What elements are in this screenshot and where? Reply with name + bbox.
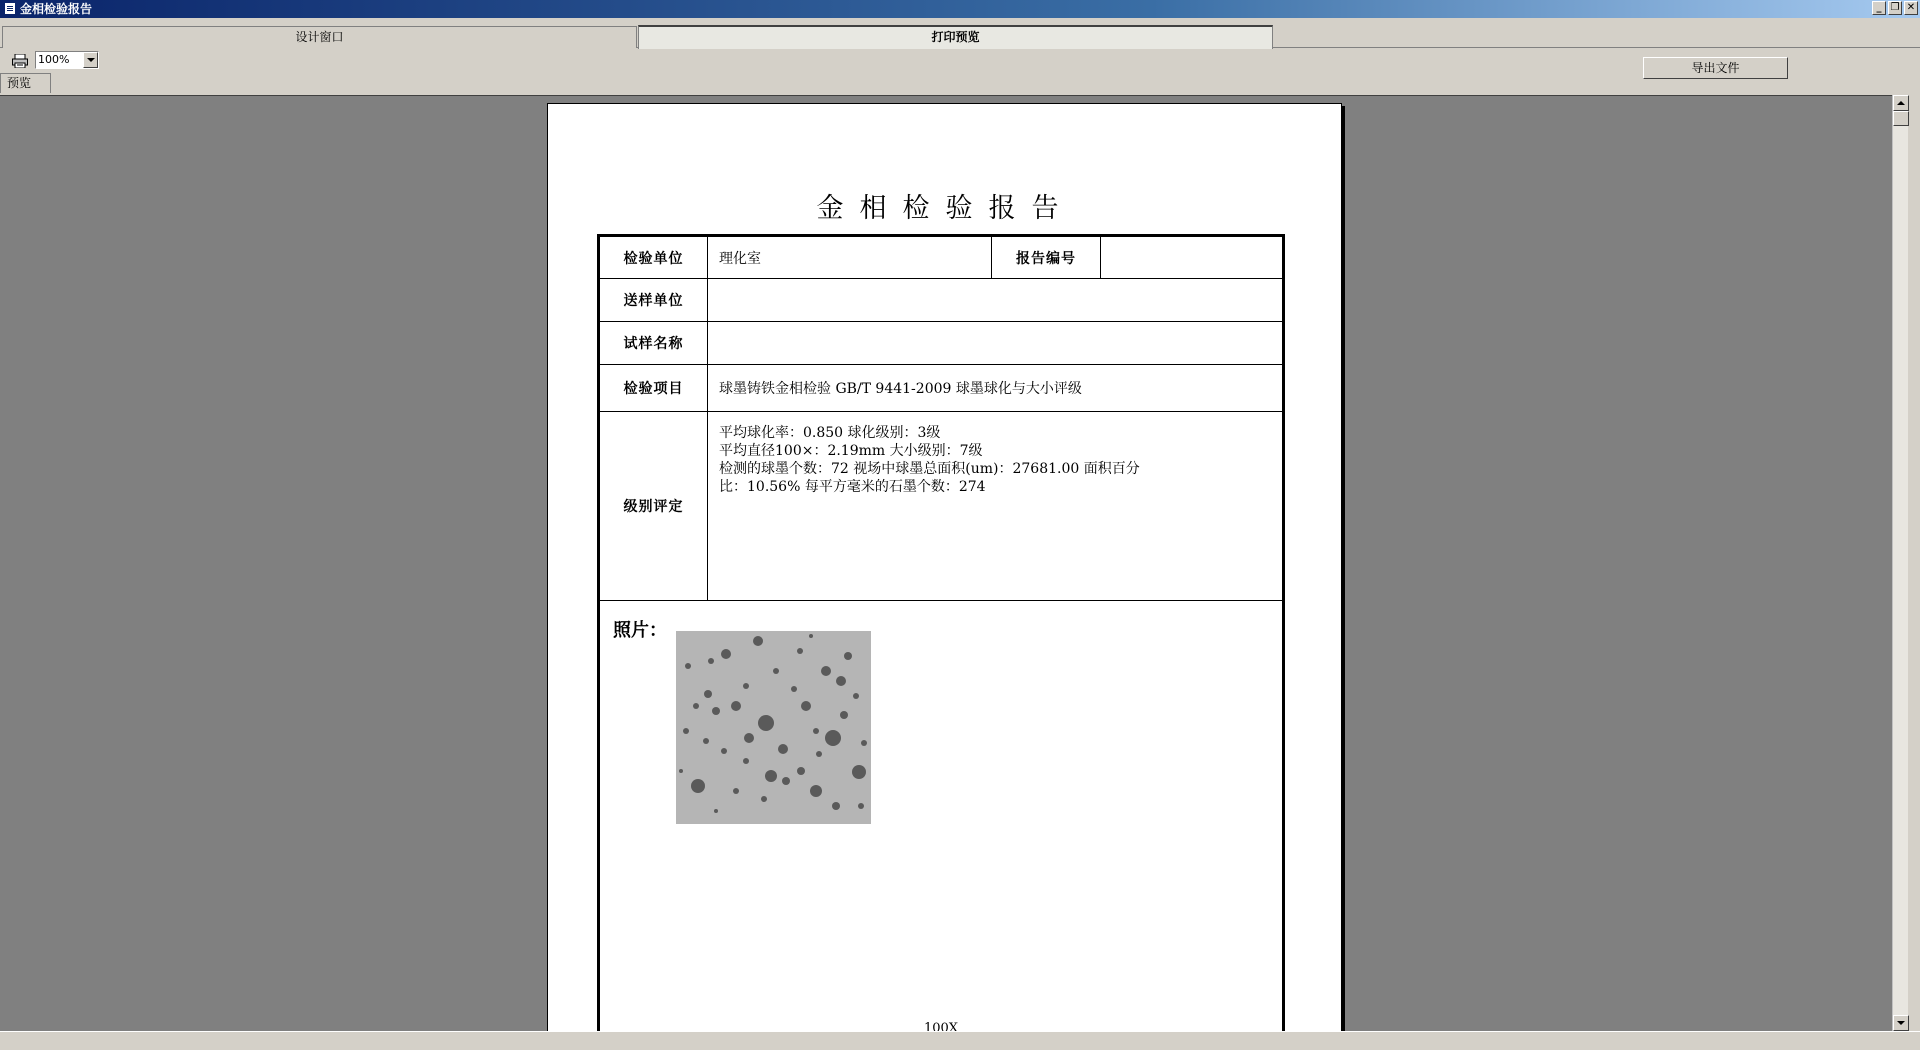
report-table <box>597 234 1285 1031</box>
tab-print-preview[interactable]: 打印预览 <box>638 25 1273 49</box>
tab-preview[interactable]: 预览 <box>0 73 51 93</box>
report-title: 金相检验报告 <box>816 193 1075 224</box>
grade-text <box>708 412 1284 601</box>
photo-label: 照片： <box>613 620 667 641</box>
toolbar <box>0 49 1920 75</box>
sender-unit-label: 送样单位 <box>599 279 708 322</box>
window-title: 金相检验报告 <box>20 2 93 16</box>
tab-design-window[interactable]: 设计窗口 <box>2 26 637 48</box>
inspection-unit-value: 理化室 <box>708 236 992 279</box>
zoom-value: 100% <box>38 53 70 66</box>
tab-bar <box>0 18 1920 48</box>
photo-caption: 100X <box>923 1021 959 1031</box>
status-bar <box>0 1031 1920 1050</box>
sender-unit-value <box>708 279 1284 322</box>
minimize-button[interactable]: _ <box>1872 1 1886 15</box>
grade-line: 平均球化率：0.850 球化级别：3级 <box>719 425 941 441</box>
micrograph-image <box>676 631 871 824</box>
printer-icon[interactable] <box>12 54 28 68</box>
scroll-thumb[interactable] <box>1893 111 1909 126</box>
chevron-down-icon[interactable] <box>83 52 98 68</box>
scroll-down-button[interactable] <box>1893 1015 1909 1031</box>
inspection-unit-label: 检验单位 <box>599 236 708 279</box>
report-page <box>547 103 1342 1031</box>
scroll-up-button[interactable] <box>1893 95 1909 111</box>
export-file-button[interactable]: 导出文件 <box>1643 57 1788 79</box>
photo-cell <box>599 601 1284 1032</box>
grade-line: 比：10.56% 每平方毫米的石墨个数：274 <box>719 479 986 495</box>
inspection-item-value: 球墨铸铁金相检验 GB/T 9441-2009 球墨球化与大小评级 <box>708 365 1284 412</box>
restore-button[interactable]: ❐ <box>1888 1 1902 15</box>
report-no-label: 报告编号 <box>992 236 1101 279</box>
preview-viewport[interactable] <box>0 95 1892 1031</box>
report-no-value <box>1101 236 1284 279</box>
app-icon <box>4 2 16 15</box>
zoom-select[interactable] <box>35 51 99 69</box>
sample-name-value <box>708 322 1284 365</box>
grade-line: 检测的球墨个数：72 视场中球墨总面积(um)：27681.00 面积百分 <box>719 461 1140 477</box>
grade-label: 级别评定 <box>599 412 708 601</box>
close-button[interactable]: ✕ <box>1904 1 1918 15</box>
inspection-item-label: 检验项目 <box>599 365 708 412</box>
vertical-scrollbar[interactable] <box>1892 95 1908 1031</box>
grade-line: 平均直径100×：2.19mm 大小级别：7级 <box>719 443 983 459</box>
window-titlebar <box>0 0 1920 18</box>
sample-name-label: 试样名称 <box>599 322 708 365</box>
